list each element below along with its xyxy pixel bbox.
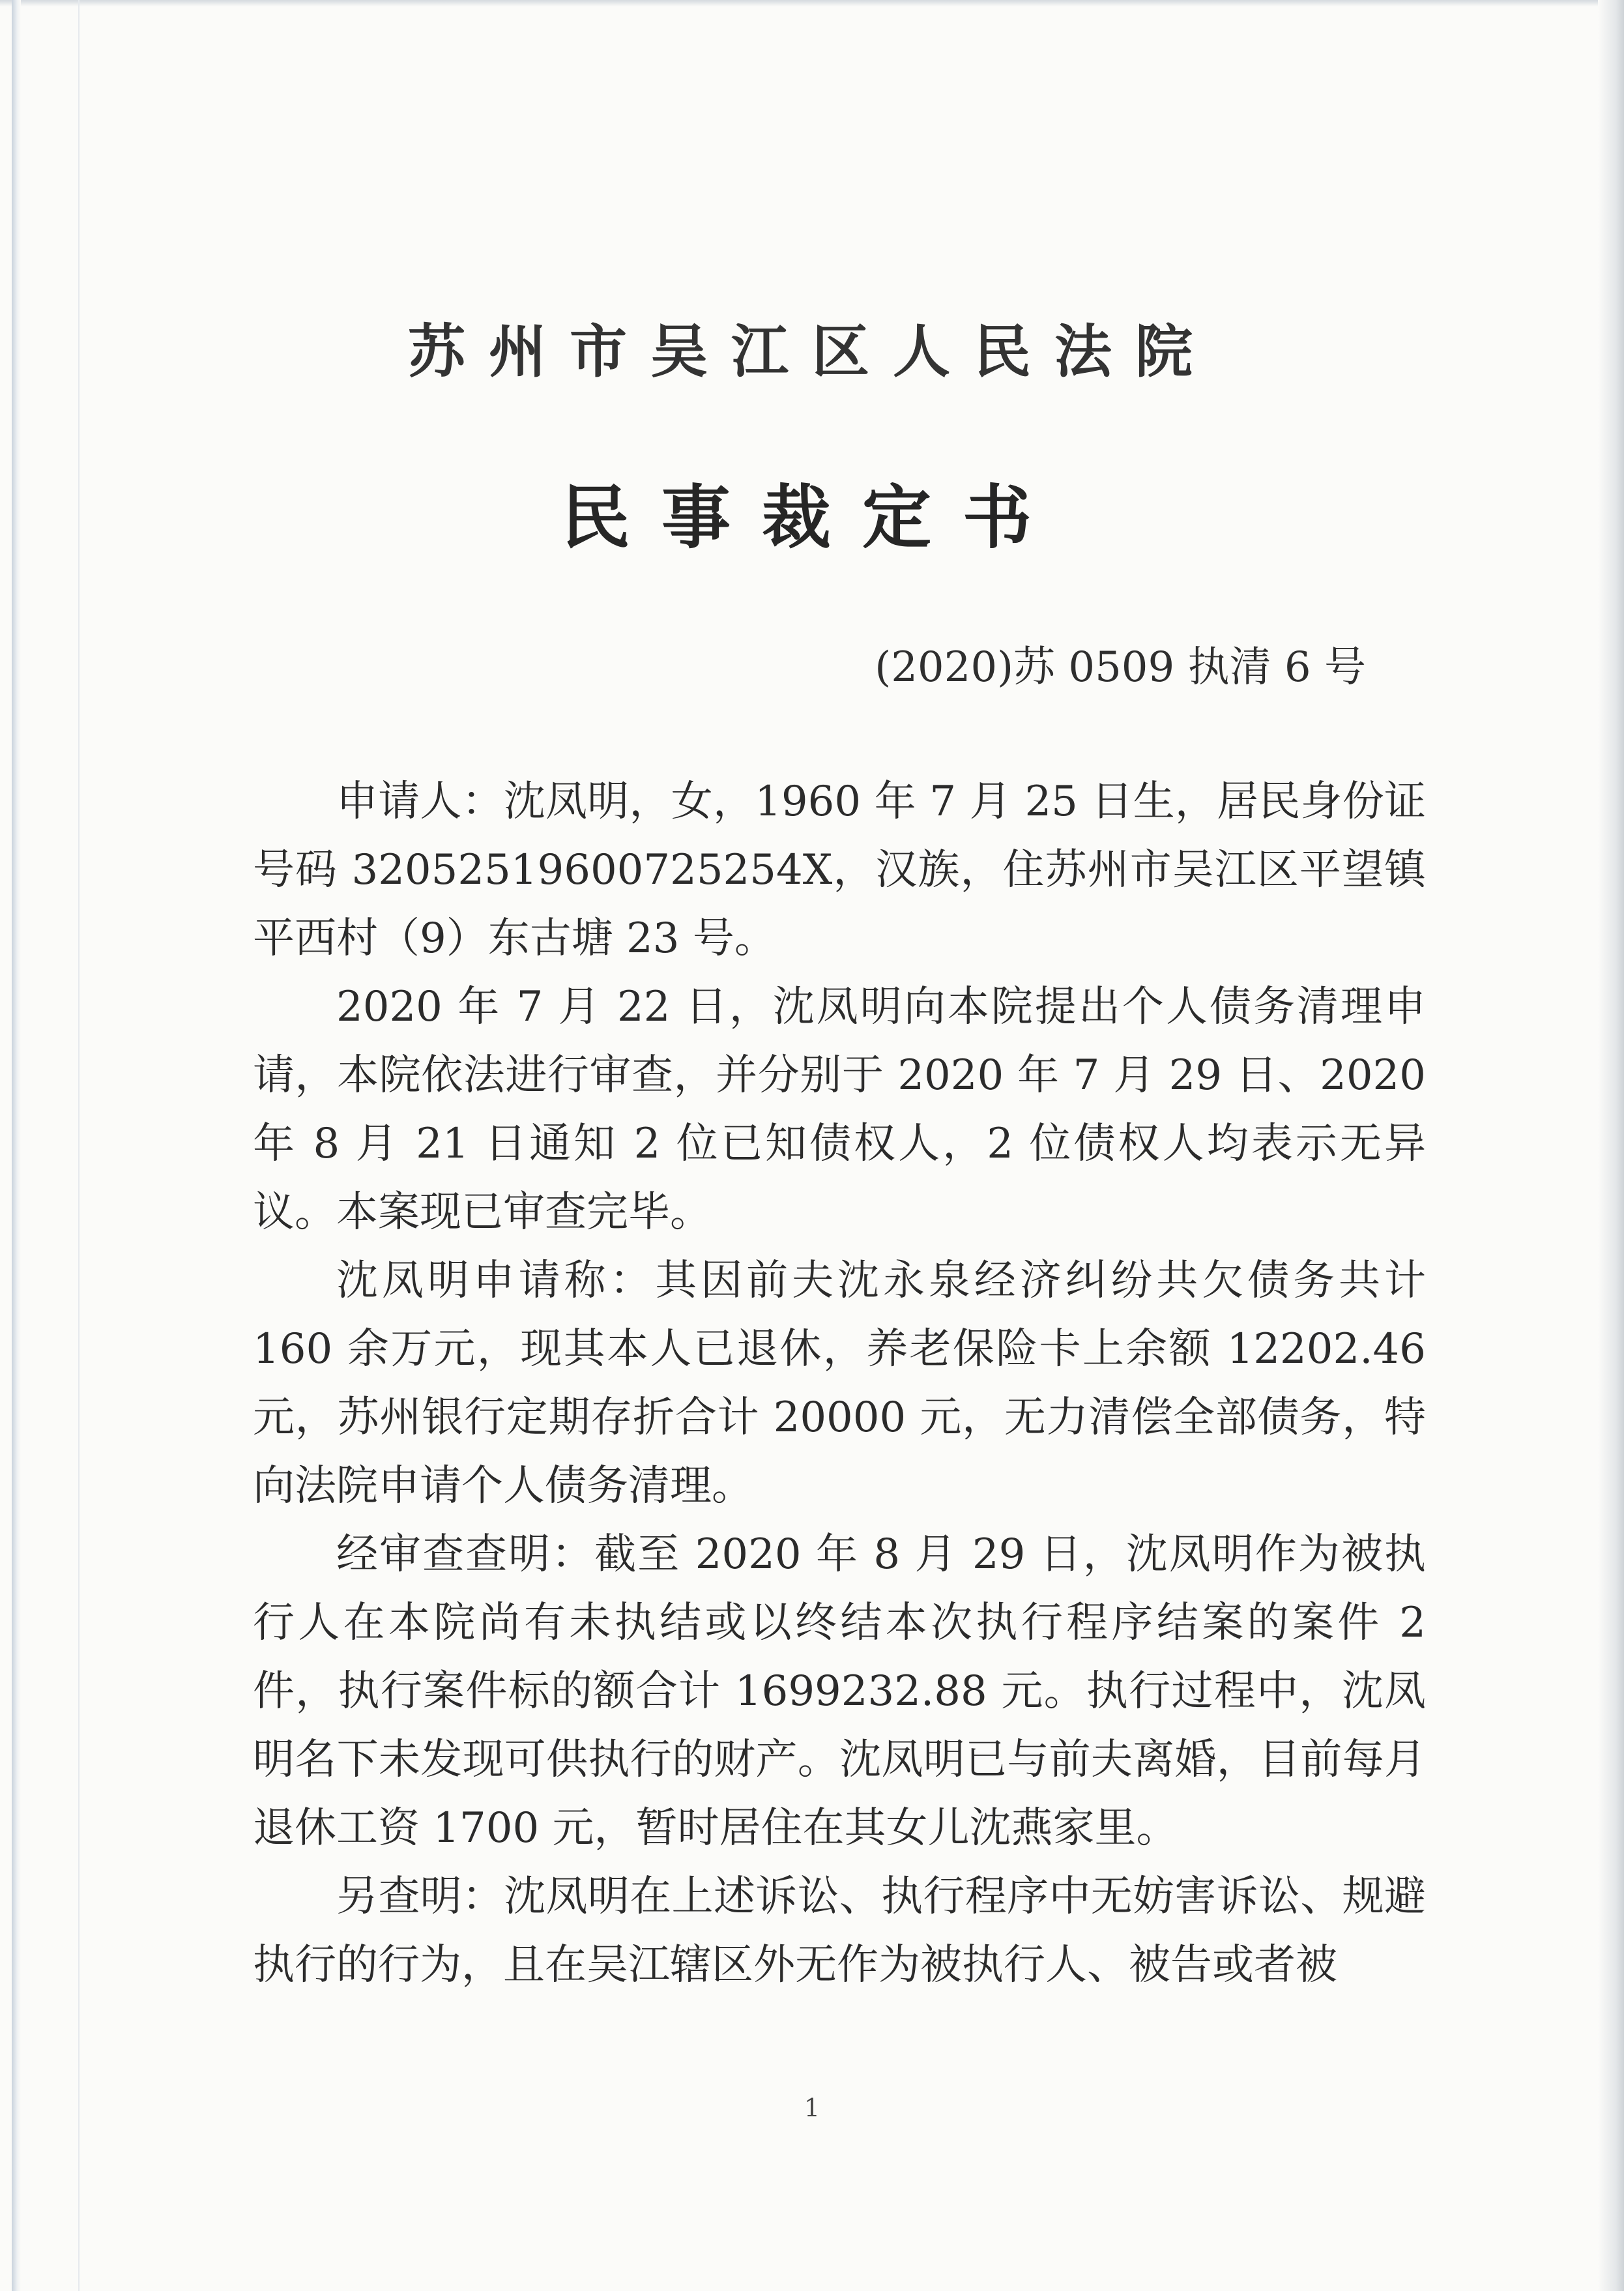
- page-number: 1: [804, 2094, 820, 2122]
- document-type-title: 民事裁定书: [561, 478, 1063, 558]
- case-number: (2020)苏 0509 执清 6 号: [875, 643, 1366, 692]
- scan-edge-top: [0, 0, 1624, 7]
- paragraph-applicant: 申请人：沈凤明，女，1960 年 7 月 25 日生，居民身份证号码 32052519600725254X，汉族，住苏州市吴江区平望镇平西村（9）东古塘 23 号。: [253, 778, 1426, 963]
- court-name: 苏州市吴江区人民法院: [407, 317, 1216, 385]
- paragraph-findings: 经审查查明：截至 2020 年 8 月 29 日，沈凤明作为被执行人在本院尚有未执结或以终结本次执行程序结案的案件 2 件，执行案件标的额合计 1699232.88 元。执行过程中，沈凤明名下未发现可供执行的财产。沈凤明已与前夫离婚，目前每月退休工资 1700 元，暂时居住在其女儿沈燕家里。: [253, 1530, 1426, 1852]
- paragraph-procedure: 2020 年 7 月 22 日，沈凤明向本院提出个人债务清理申请，本院依法进行审查，并分别于 2020 年 7 月 29 日、2020 年 8 月 21 日通知 2 位已知债权人，2 位债权人均表示无异议。本案现已审查完毕。: [253, 983, 1426, 1236]
- paragraph-application-claim: 沈凤明申请称：其因前夫沈永泉经济纠纷共欠债务共计 160 余万元，现其本人已退休，养老保险卡上余额 12202.46 元，苏州银行定期存折合计 20000 元，无力清偿全部债务，特向法院申请个人债务清理。: [253, 1257, 1426, 1510]
- paragraph-further-findings: 另查明：沈凤明在上述诉讼、执行程序中无妨害诉讼、规避执行的行为，且在吴江辖区外无作为被执行人、被告或者被: [253, 1873, 1426, 1989]
- document-body: [253, 768, 1426, 2000]
